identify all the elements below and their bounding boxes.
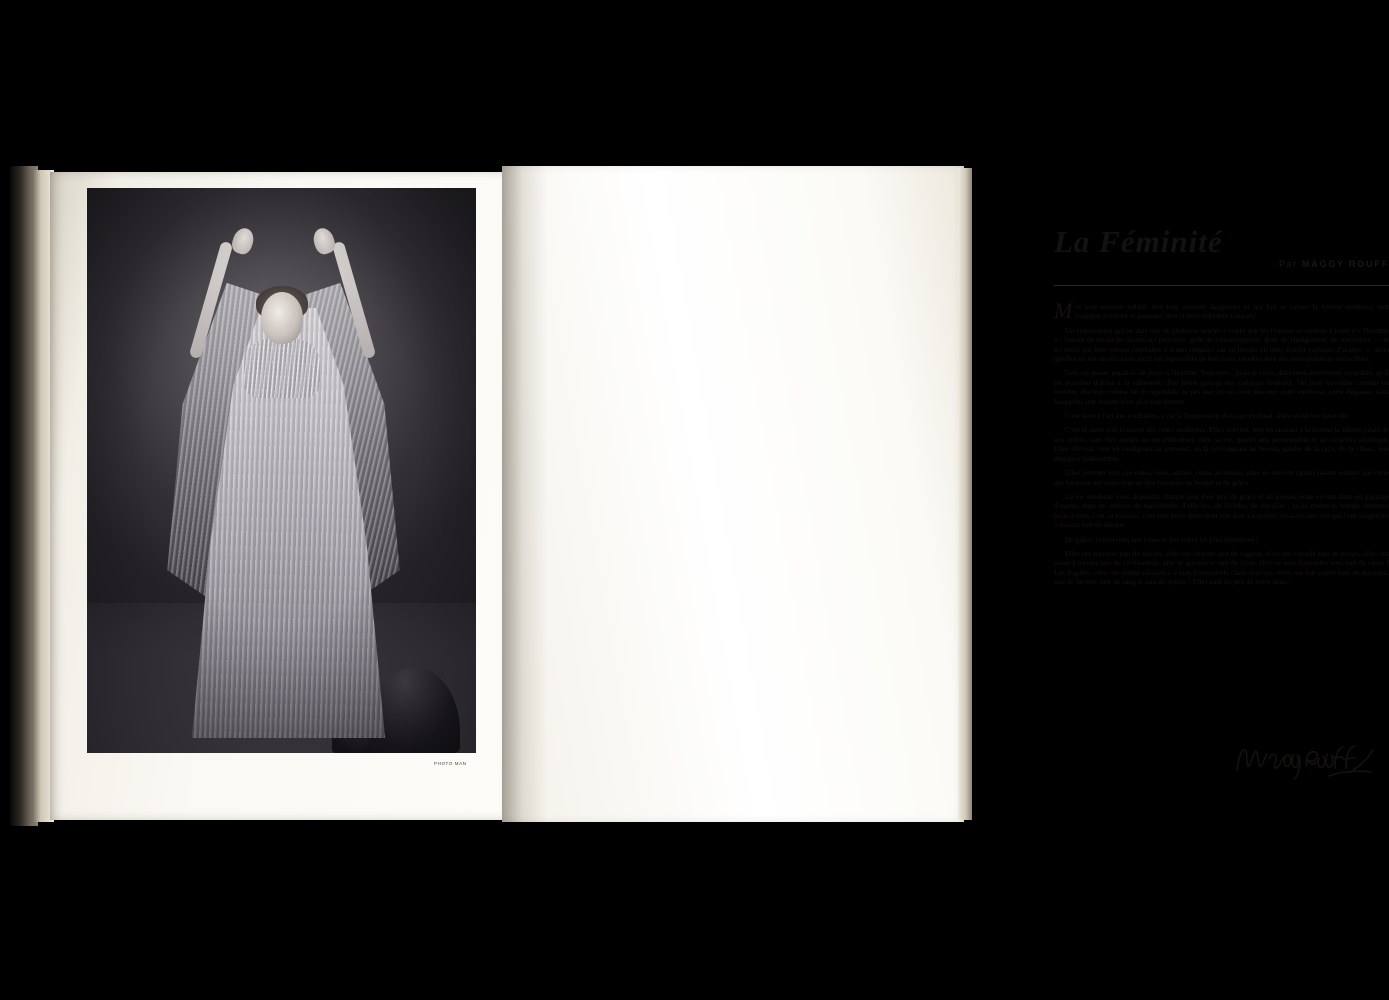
article (1054, 226, 1389, 786)
signature-maggy-rouff (1231, 736, 1381, 782)
article-paragraph: Cela est jeune, paraît-il, de jouer à l'homme. Peut-être... mais je crois, dans mon entêtement incurable, qu'il est possible d'allier à la silhouette d'un jeune garçon une radieuse féminité. On peut travailler comme un homme, discuter comme lui et cependant ne pas tuer en soi cette douceur, cette tendresse, cette élégance, sans lesquelles une femme n'est plus une femme. (1054, 368, 1389, 406)
right-page (502, 166, 1389, 822)
article-body (1054, 298, 1389, 592)
left-page (50, 172, 502, 820)
open-book (10, 158, 1389, 838)
article-paragraph: C'est là aussi tout le secret des robes modernes. Elles doivent, tout en laissant à la femme la liberté totale de son action, sans être jamais un encombrement dans sa vie, garder une personnalité et un caractère artistique. Elles doivent, tout en soulignant sa jeunesse, en la prolongeant au besoin, garder de la race, de la classe, une élégance indiscutable. (1054, 425, 1389, 463)
byline-prefix: Par (1278, 259, 1298, 269)
page-title: La Féminité (1054, 224, 1223, 259)
byline (1279, 259, 1389, 269)
article-paragraph: Mot trop souvent oublié, mot trop souvent dangereux et qui fait se cabrer la femme moderne, mot magique pourtant et puissant, mot si profondément français! (1054, 298, 1389, 323)
article-paragraph: Elles peuvent être, ces robes, nues, sèches, rudes au besoin, elles ne doivent jamais laisser oublier que celle qui les porte est avant tout un être précieux de beauté et de grâce. (1054, 468, 1389, 487)
byline-author: MAGGY ROUFF (1301, 259, 1389, 269)
title-rule (1054, 285, 1389, 286)
drop-cap: M (1054, 298, 1073, 323)
article-paragraph: De grâce, conservons nos robes et nos robes les plus féminines ! (1065, 534, 1259, 544)
article-paragraph: Un engouement qui ne date que de quelques années a voulu que les femmes se mettent à jouer à « l'homme » ; besoin de revanche ancestrale peut-être, goût de l'émancipation, désir de changement, de révolution — et les voici qui sont venues combattre à armes inégales sur un terrain où elles étaient vaincues d'avance — alors qu'elles en ont un séculaire, qu'il est impossible de leur ravir, où elles sont des triomphatrices invincibles. (1054, 325, 1389, 364)
right-page-edge (958, 168, 972, 820)
photo-vignette (87, 188, 476, 753)
article-paragraph: La vie moderne nous dépouille chaque jour d'un peu de grâce et de poésie, nous vivons dans un paysage d'usines, dans un univers de machinerie, d'affiches, de bolides, de ferraille ; qu'au moins la femme demeure belle à voir, c'est sa mission, c'est une belle dette dont elle doit s'acquitter vis-à-vis des arts qui l'ont magnifiée à travers tant de siècles. (1054, 491, 1389, 530)
fashion-photograph (87, 188, 476, 753)
article-paragraph: C'est là tout l'art des contrastes, c'est là l'expression d'un tact profond, d'une noblesse naturelle. (1065, 411, 1351, 421)
photo-credit: PHOTO MAN (434, 761, 467, 766)
article-paragraph: Elles ont traversé tant de siècles, elles ont charmé tant de regards, elles ont consolé tant de peines, elles ont passé à travers tant de civilisations, tant de guerres et tant de vices, elles se sont épanouies sous tant de cieux ! Les fragiles, elles ont donné naissance à tant d'immortels chefs-d'œuvre, elles ont fait couler tant de musique, tant de larmes, tant de sang et tant de poésie ! Elles sont un peu de notre âme... (1054, 548, 1389, 587)
